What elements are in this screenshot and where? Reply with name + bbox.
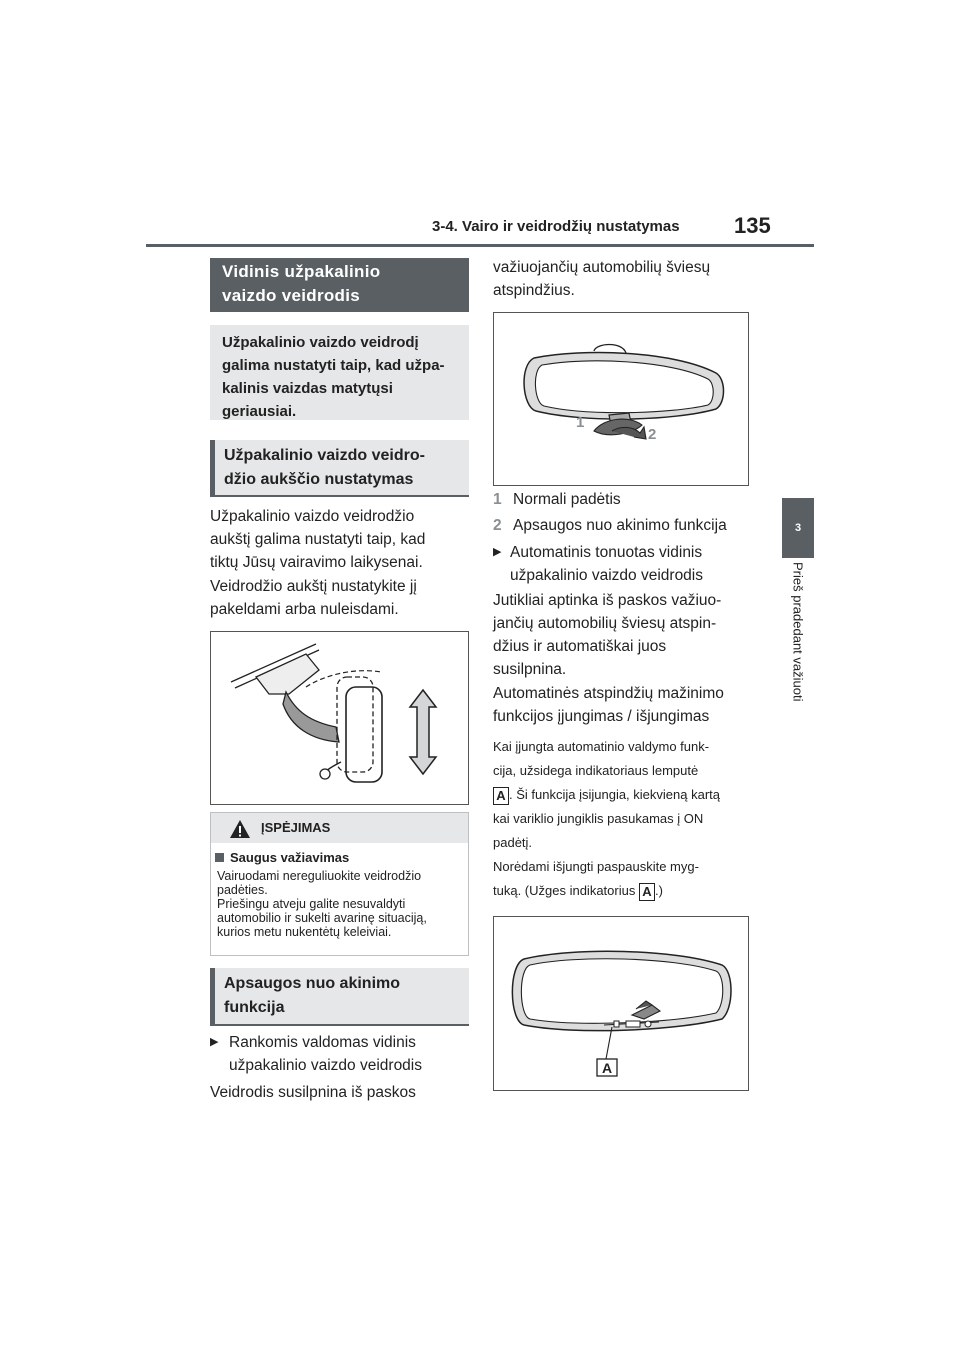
glare-paragraph-end: [493, 256, 773, 302]
text-line: jančių automobilių šviesų atspin-: [493, 615, 717, 632]
chapter-label: [782, 562, 814, 742]
item-number: 1: [493, 491, 502, 508]
triangle-bullet-icon: ▶: [210, 1036, 219, 1048]
toggle-paragraph: [493, 682, 773, 728]
text-line: aukštį galima nustatyti taip, kad: [210, 531, 426, 548]
text-line: pakeldami arba nuleisdami.: [210, 601, 399, 618]
sensor-paragraph: [493, 589, 773, 681]
main-heading-line: vaizdo veidrodis: [222, 286, 361, 305]
numbered-item-2: [493, 514, 773, 537]
text-line: kai variklio jungiklis pasukamas į ON: [493, 811, 704, 826]
text-line: funkcijos įjungimas / išjungimas: [493, 708, 710, 725]
text-line: padėtį.: [493, 835, 533, 850]
warning-subtitle: [216, 850, 349, 865]
chapter-title: Prieš pradedant važiuoti: [790, 562, 806, 702]
text-line: Automatinės atspindžių mažinimo: [493, 685, 724, 702]
section-title: 3-4. Vairo ir veidrodžių nustatymas: [432, 218, 680, 235]
heading-line: Užpakalinio vaizdo veidro-: [224, 447, 425, 464]
mirror-lever-illustration: [494, 313, 748, 485]
auto-mirror-illustration: [494, 917, 748, 1090]
item-number: 2: [493, 517, 502, 534]
indicator-note: [493, 735, 773, 903]
text-line: Rankomis valdomas vidinis: [229, 1034, 416, 1051]
intro-line: kalinis vaizdas matytųsi: [222, 380, 393, 397]
page-number: 135: [734, 213, 771, 238]
warning-box: [210, 812, 469, 956]
height-paragraph-2: [210, 575, 472, 621]
warning-text: [217, 869, 463, 939]
triangle-bullet-icon: ▶: [493, 546, 502, 558]
text-line: Veidrodžio aukštį nustatykite jį: [210, 578, 417, 595]
text-line: cija, užsidega indikatoriaus lemputė: [493, 763, 699, 778]
glare-paragraph-start: Veidrodis susilpnina iš paskos: [210, 1084, 416, 1101]
mirror-height-illustration: [211, 632, 468, 804]
text-line: džius ir automatiškai juos: [493, 638, 667, 655]
height-paragraph-1: [210, 505, 472, 574]
anti-glare-figure: [493, 312, 749, 486]
text-line: [493, 783, 773, 807]
main-heading: [210, 258, 469, 312]
text-fragment: tuką. (Užges indikatorius: [493, 883, 636, 898]
text-line: atspindžius.: [493, 282, 575, 299]
warning-subtitle-text: Saugus važiavimas: [230, 850, 350, 865]
indicator-label-a: A: [639, 883, 655, 901]
height-adjust-heading: [210, 440, 469, 497]
chapter-tab: 3: [782, 498, 814, 558]
intro-line: galima nustatyti taip, kad užpa-: [222, 357, 445, 374]
intro-box: [210, 325, 469, 420]
text-line: užpakalinio vaizdo veidrodis: [229, 1057, 423, 1074]
text-line: Automatinis tonuotas vidinis: [510, 544, 703, 561]
anti-glare-heading: [210, 968, 469, 1026]
height-adjust-figure: [210, 631, 469, 805]
text-line: susilpnina.: [493, 661, 567, 678]
warning-title: ĮSPĖJIMAS: [261, 820, 331, 835]
auto-dimming-figure: [493, 916, 749, 1091]
text-line: važiuojančių automobilių šviesų: [493, 259, 711, 276]
text-line: padėties.: [217, 883, 268, 897]
text-line: Vairuodami nereguliuokite veidrodžio: [217, 869, 422, 883]
position-label-1: 1: [576, 414, 585, 431]
text-line: kurios metu nukentėtų keleiviai.: [217, 925, 392, 939]
text-line: Užpakalinio vaizdo veidrodžio: [210, 508, 415, 525]
header-divider: [146, 244, 814, 247]
text-line: Kai įjungta automatinio valdymo funk-: [493, 739, 710, 754]
heading-line: džio aukščio nustatymas: [224, 471, 414, 488]
main-heading-line: Vidinis užpakalinio: [222, 262, 381, 281]
heading-line: funkcija: [224, 999, 285, 1016]
text-fragment: . Ši funkcija įsijungia, kiekvieną kartą: [509, 787, 720, 802]
warning-icon: [229, 819, 251, 839]
text-line: Jutikliai aptinka iš paskos važiuo-: [493, 592, 722, 609]
text-line: [493, 879, 773, 903]
intro-line: Užpakalinio vaizdo veidrodį: [222, 334, 419, 351]
heading-line: Apsaugos nuo akinimo: [224, 975, 401, 992]
square-bullet-icon: [215, 853, 224, 862]
intro-line: geriausiai.: [222, 403, 297, 420]
text-line: Norėdami išjungti paspauskite myg-: [493, 859, 699, 874]
text-line: Priešingu atveju galite nesuvaldyti: [217, 897, 406, 911]
numbered-item-1: [493, 488, 773, 511]
auto-mirror-bullet: [493, 541, 773, 587]
item-text: Apsaugos nuo akinimo funkcija: [513, 517, 727, 534]
position-label-2: 2: [648, 426, 657, 443]
item-text: Normali padėtis: [513, 491, 621, 508]
manual-mirror-bullet: [210, 1031, 472, 1077]
text-fragment: .): [654, 883, 663, 898]
text-line: užpakalinio vaizdo veidrodis: [510, 567, 704, 584]
text-line: automobilio ir sukelti avarinę situaciją,: [217, 911, 427, 925]
figure-label-a: A: [601, 1060, 613, 1076]
text-line: tiktų Jūsų vairavimo laikysenai.: [210, 554, 423, 571]
indicator-label-a: A: [493, 787, 509, 805]
